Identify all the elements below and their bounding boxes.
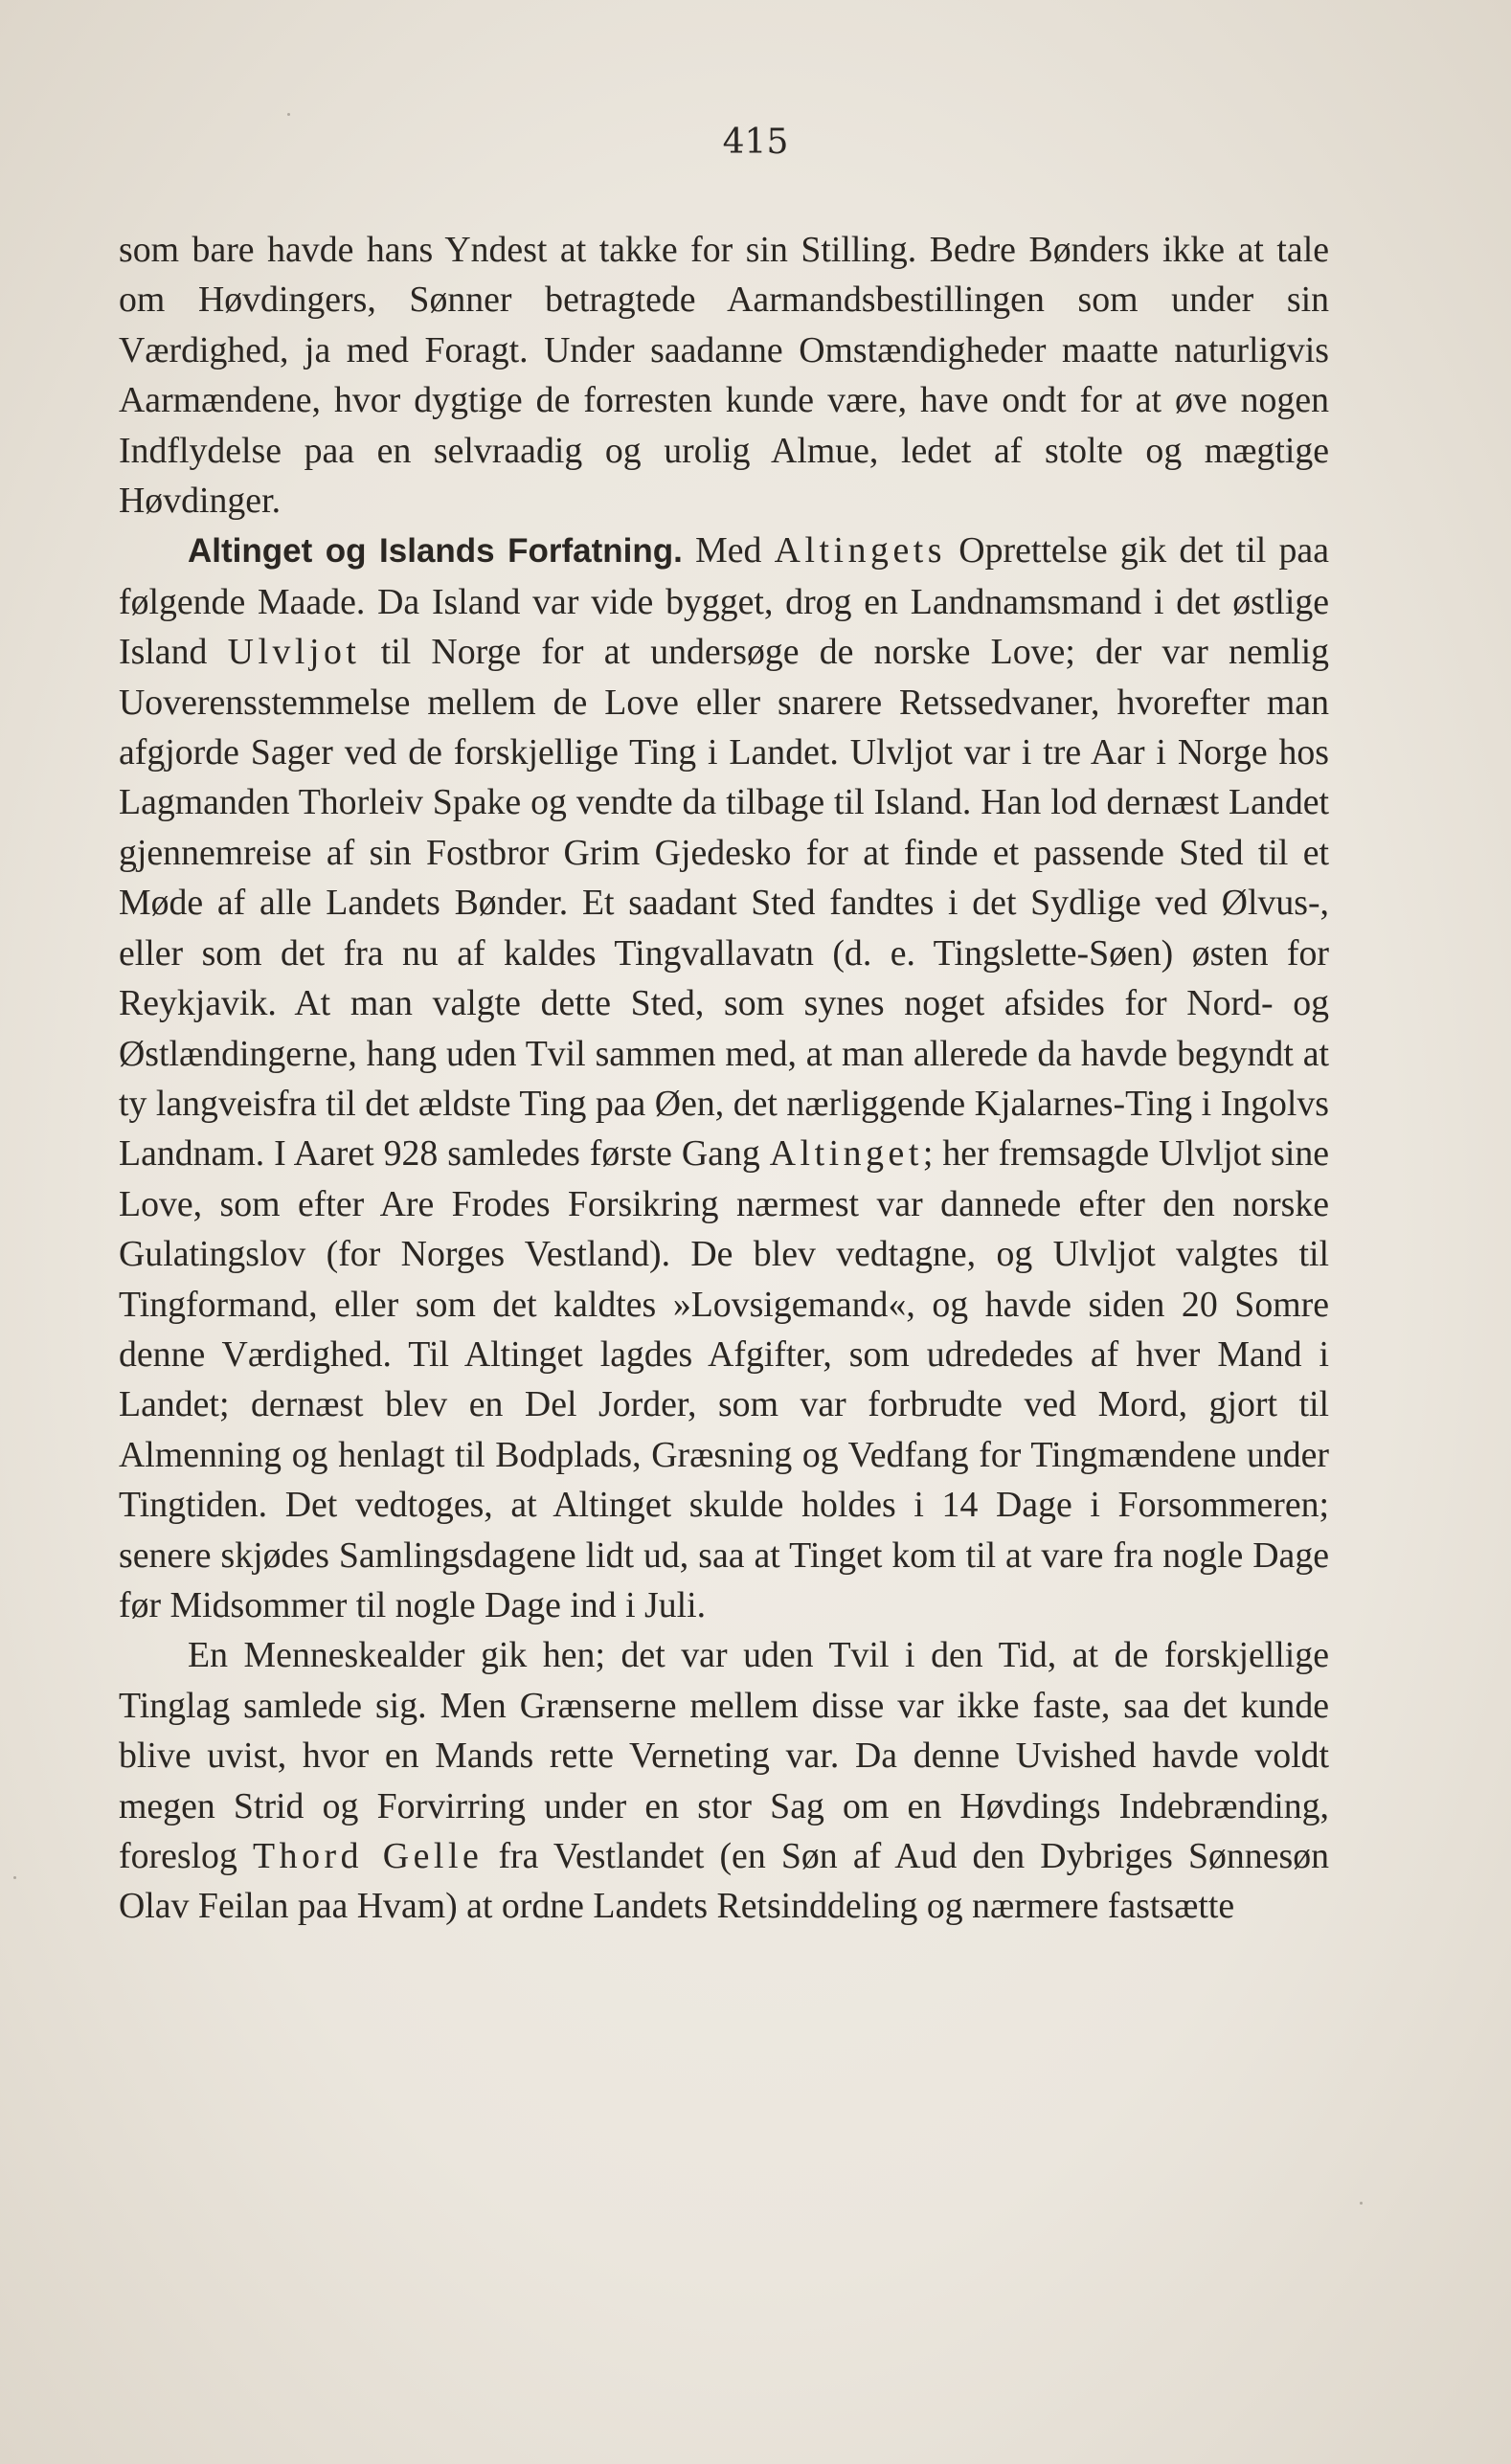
paragraph-2 bbox=[119, 526, 1329, 1630]
text-segment: En Menneskealder gik hen; det var uden Tvil i den Tid, at de forskjellige Tinglag samlede sig. Men Grænserne mellem disse var ikke faste, saa det kunde blive uvist, hvor en Mands rette Verneting var. Da denne Uvished havde voldt megen Strid og Forvirring under en stor Sag om en Høvdings Indebrænding, foreslog bbox=[119, 1635, 1329, 1876]
paper-speck bbox=[1360, 2202, 1363, 2205]
spaced-name: Ulvljot bbox=[227, 632, 361, 673]
spaced-name: Thord Gelle bbox=[253, 1836, 484, 1876]
paper-speck bbox=[287, 113, 290, 116]
spaced-term: Altingets bbox=[774, 530, 947, 571]
paragraph-3 bbox=[119, 1630, 1329, 1931]
text-segment: ; her fremsagde Ulvljot sine Love, som efter Are Frodes Forsikring nærmest var dannede efter den norske Gulatingslov (for Norges Vestland). De blev vedtagne, og Ulvljot valgtes til Tingformand, eller som det kaldtes »Lovsigemand«, og havde siden 20 Somre denne Værdighed. Til Altinget lagdes Afgifter, som udrededes af hver Mand i Landet; dernæst blev en Del Jorder, som var forbrudte ved Mord, gjort til Almenning og henlagt til Bodplads, Græsning og Vedfang for Tingmændene under Tingtiden. Det vedtoges, at Altinget skulde holdes i 14 Dage i Forsommeren; senere skjødes Samlingsdagene lidt ud, saa at Tinget kom til at vare fra nogle Dage før Midsommer til nogle Dage ind i Juli. bbox=[119, 1133, 1329, 1625]
text-segment: Med bbox=[682, 530, 775, 571]
paper-speck bbox=[13, 1876, 16, 1879]
page-number: 415 bbox=[722, 123, 789, 162]
spaced-term: Altinget bbox=[769, 1133, 923, 1175]
paragraph-1 bbox=[119, 225, 1329, 526]
section-heading: Altinget og Islands Forfatning. bbox=[188, 532, 683, 571]
text-segment: Oprettelse gik det til paa følgende Maade. Da Island var vide bygget, drog en Landnamsmand i det østlige Island bbox=[119, 530, 1329, 673]
text-segment: fra Vestlandet (en Søn af Aud den Dybriges Sønnesøn Olav Feilan paa Hvam) at ordne Landets Retsinddeling og nærmere fastsætte bbox=[119, 1836, 1329, 1927]
text-segment: som bare havde hans Yndest at takke for sin Stilling. Bedre Bønders ikke at tale om Høvdingers, Sønner betragtede Aarmandsbestillingen som under sin Værdighed, ja med Foragt. Under saadanne Omstændigheder maatte naturligvis Aarmændene, hvor dygtige de forresten kunde være, have ondt for at øve nogen Indflydelse paa en selvraadig og urolig Almue, ledet af stolte og mægtige Høvdinger. bbox=[119, 230, 1329, 522]
text-segment: til Norge for at undersøge de norske Love; der var nemlig Uoverensstemmelse mellem de Love eller snarere Retssedvaner, hvorefter man afgjorde Sager ved de forskjellige Ting i Landet. Ulvljot var i tre Aar i Norge hos Lagmanden Thorleiv Spake og vendte da tilbage til Island. Han lod dernæst Landet gjennemreise af sin Fostbror Grim Gjedesko for at finde et passende Sted til et Møde af alle Landets Bønder. Et saadant Sted fandtes i det Sydlige ved Ølvus-, eller som det fra nu af kaldes Tingvallavatn (d. e. Tingslette-Søen) østen for Reykjavik. At man valgte dette Sted, som synes noget afsides for Nord- og Østlændingerne, hang uden Tvil sammen med, at man allerede da havde begyndt at ty langveisfra til det ældste Ting paa Øen, det nærliggende Kjalarnes-Ting i Ingolvs Landnam. I Aaret 928 samledes første Gang bbox=[119, 632, 1329, 1175]
body-text bbox=[119, 225, 1329, 1932]
